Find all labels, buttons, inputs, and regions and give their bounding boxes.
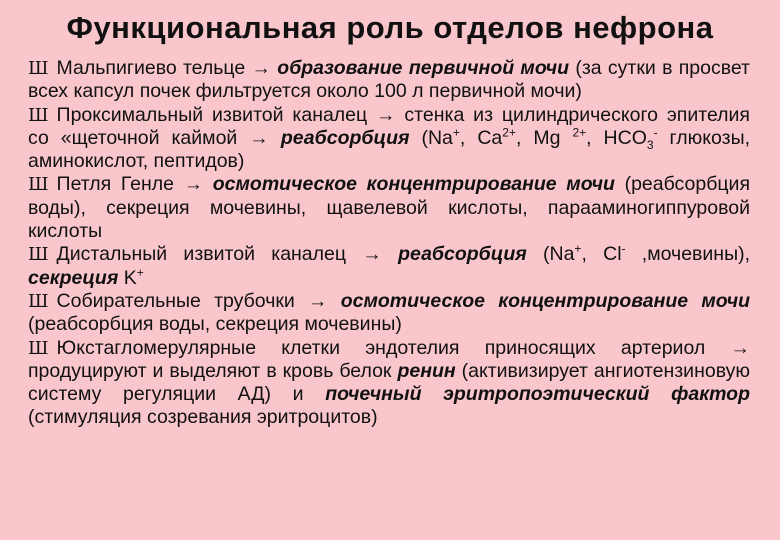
- bullet-glyph: Ш: [28, 104, 49, 126]
- list-item-loop-of-henle: [28, 173, 750, 243]
- bullet-glyph: Ш: [28, 290, 49, 312]
- superscript: 2+: [502, 125, 516, 140]
- item-text: (активизирует ангиотензиновую систему регуляции АД) и: [28, 359, 750, 406]
- item-text: (Na: [409, 126, 453, 149]
- item-emphasis: секреция: [28, 266, 119, 289]
- item-text: Проксимальный извитой каналец → стенка из цилиндрического эпителия со «щеточной каймой →: [28, 103, 750, 149]
- list-item-proximal-tubule: [28, 104, 750, 174]
- list-item-juxtaglomerular: [28, 337, 750, 430]
- list-item-collecting-ducts: [28, 290, 750, 337]
- item-text: Собирательные трубочки →: [56, 289, 341, 312]
- bullet-glyph: Ш: [28, 337, 49, 359]
- item-text: глюкозы, аминокислот, пептидов): [28, 126, 750, 173]
- superscript: -: [621, 241, 626, 256]
- superscript: -: [653, 125, 658, 140]
- bullet-glyph: Ш: [28, 244, 49, 266]
- item-text: Мальпигиево тельце →: [56, 57, 278, 79]
- slide-body: [28, 57, 750, 430]
- item-emphasis: почечный эритропоэтический фактор: [325, 383, 750, 406]
- superscript: +: [574, 241, 582, 256]
- item-text: (реабсорбция воды, секреция мочевины): [28, 313, 402, 336]
- item-text: , Cl: [581, 243, 622, 266]
- item-text: , Mg: [515, 126, 573, 149]
- item-text: Юкстагломерулярные клетки эндотелия приносящих артериол → продуцируют и выделяют в кровь белок: [28, 336, 750, 382]
- item-text: , HCO: [586, 126, 647, 149]
- item-emphasis: осмотическое концентрирование мочи: [212, 173, 615, 196]
- item-text: (за сутки в просвет всех капсул почек фильтруется около 100 л первичной мочи): [28, 57, 750, 103]
- superscript: +: [452, 125, 460, 140]
- item-emphasis: реабсорбция: [398, 243, 527, 266]
- item-text: ,мочевины),: [625, 243, 751, 266]
- item-text: (Na: [526, 243, 575, 266]
- item-text: Дистальный извитой каналец →: [56, 243, 399, 266]
- item-text: (стимуляция созревания эритроцитов): [28, 406, 378, 429]
- slide-title: Функциональная роль отделов нефрона: [66, 10, 714, 45]
- bullet-glyph: Ш: [28, 174, 49, 196]
- item-emphasis: ренин: [397, 359, 456, 382]
- item-emphasis: реабсорбция: [280, 126, 410, 149]
- list-item-malpighian: [28, 57, 750, 104]
- item-text: , Ca: [459, 126, 503, 149]
- item-text: K: [118, 266, 137, 289]
- superscript: 2+: [572, 125, 587, 140]
- item-text: (реабсорбция воды), секреция мочевины, щавелевой кислоты, парааминогиппуровой кислоты: [28, 173, 750, 243]
- item-text: Петля Генле →: [56, 173, 213, 196]
- bullet-glyph: Ш: [28, 58, 49, 79]
- superscript: +: [136, 265, 144, 280]
- list-item-distal-tubule: [28, 243, 750, 290]
- subscript: 3: [646, 137, 654, 152]
- item-emphasis: осмотическое концентрирование мочи: [340, 289, 750, 312]
- item-emphasis: образование первичной мочи: [277, 57, 570, 79]
